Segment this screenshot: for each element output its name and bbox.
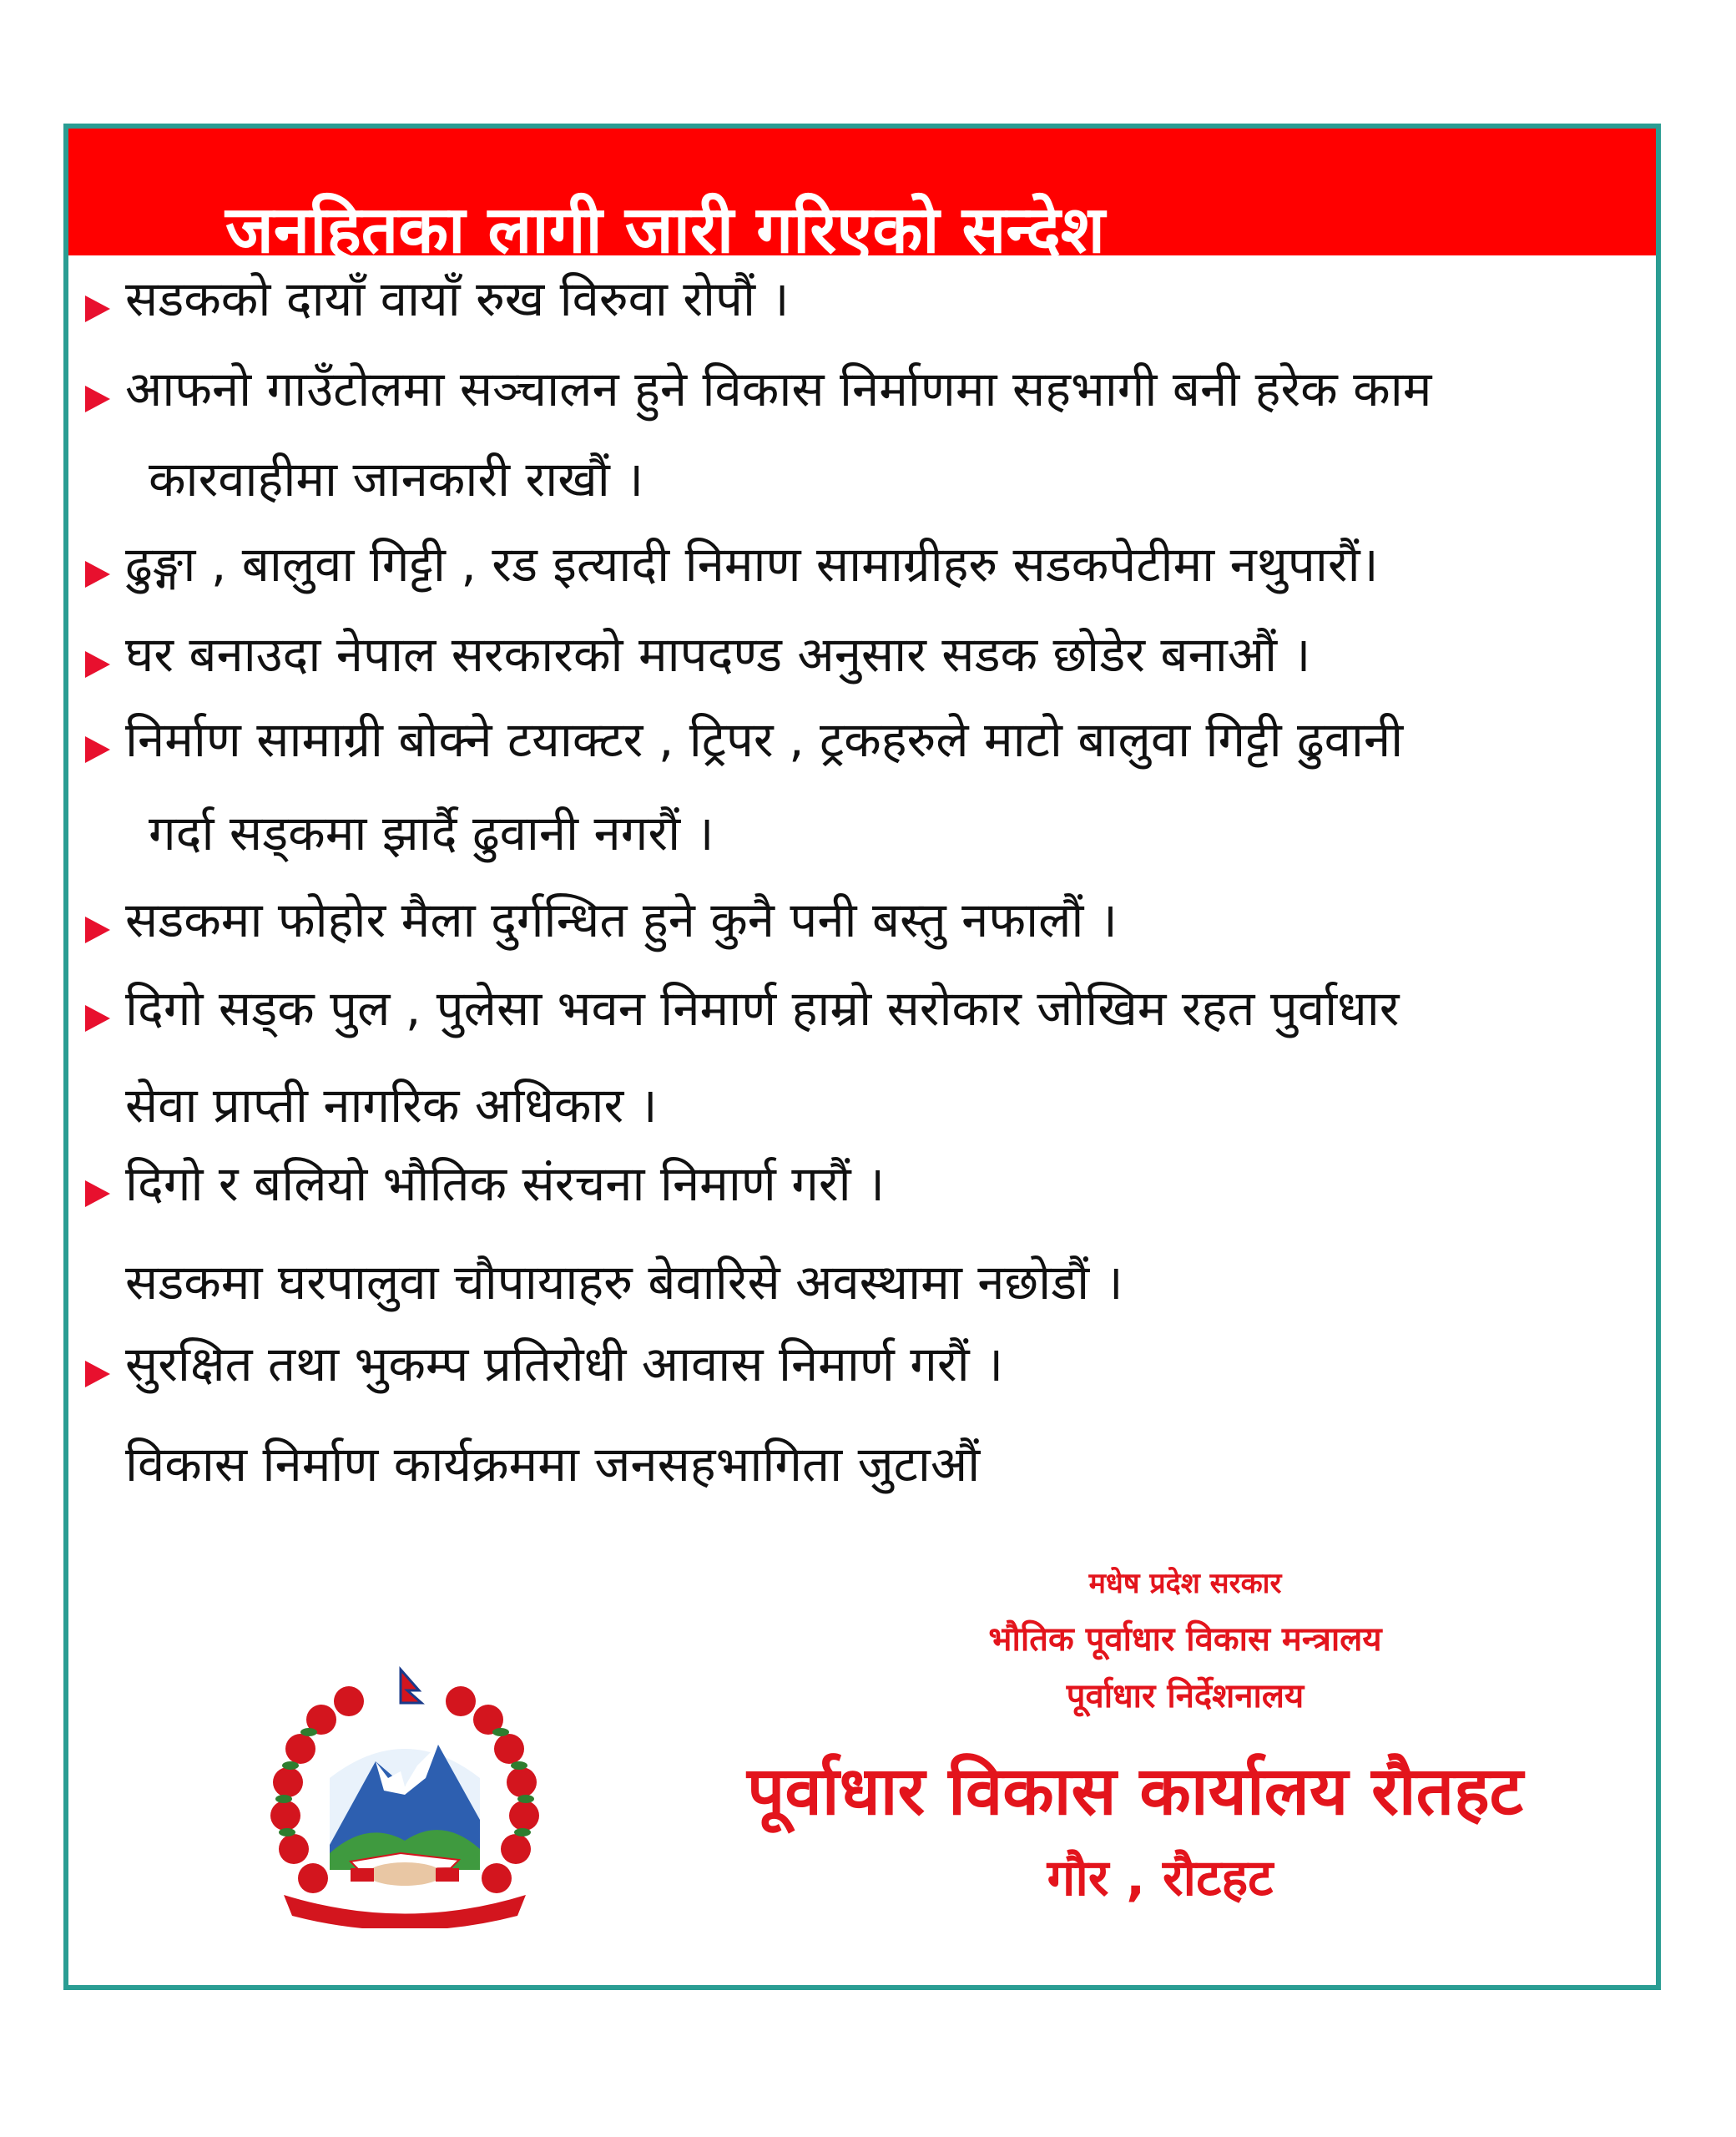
directorate-name: पूर्वाधार निर्देशनालय bbox=[1066, 1677, 1305, 1715]
office-name: पूर्वाधार विकास कार्यालय रौतहट bbox=[746, 1752, 1524, 1830]
bullet-icon bbox=[85, 1005, 110, 1032]
message-line: घर बनाउदा नेपाल सरकारको मापदण्ड अनुसार सडक छोडेर बनाऔं । bbox=[125, 626, 1311, 683]
government-name: मधेष प्रदेश सरकार bbox=[1088, 1567, 1282, 1600]
message-line: सेवा प्राप्ती नागरिक अधिकार । bbox=[125, 1077, 658, 1134]
message-line: ढुङ्गा , बालुवा गिट्टी , रड इत्यादी निमाण सामाग्रीहरु सडकपेटीमा नथुपारौं। bbox=[125, 536, 1379, 593]
message-line: विकास निर्माण कार्यक्रममा जनसहभागिता जुटाऔं bbox=[125, 1436, 981, 1493]
message-line: आफनो गाउँटोलमा सञ्चालन हुने विकास निर्माणमा सहभागी बनी हरेक काम bbox=[125, 361, 1432, 417]
bullet-icon bbox=[85, 651, 110, 678]
message-line: सडकमा घरपालुवा चौपायाहरु बेवारिसे अवस्थामा नछोडौं । bbox=[125, 1254, 1123, 1311]
message-line: सडकमा फोहोर मैला दुर्गन्धित हुने कुनै पनी बस्तु नफालौं । bbox=[125, 892, 1118, 948]
bullet-icon bbox=[85, 917, 110, 943]
page-title: जनहितका लागी जारी गरिएको सन्देश bbox=[225, 193, 1105, 268]
bullet-icon bbox=[85, 296, 110, 322]
message-line: दिगो र बलियो भौतिक संरचना निमार्ण गरौं । bbox=[125, 1155, 886, 1212]
message-line: दिगो सड्क पुल , पुलेसा भवन निमार्ण हाम्रो सरोकार जोखिम रहत पुर्वाधार bbox=[125, 980, 1400, 1037]
ministry-name: भौतिक पूर्वाधार विकास मन्त्रालय bbox=[988, 1620, 1382, 1659]
message-line: गर्दा सड्कमा झार्दै ढुवानी नगरौं । bbox=[149, 805, 714, 861]
bullet-icon bbox=[85, 1180, 110, 1207]
message-line: सुरक्षित तथा भुकम्प प्रतिरोधी आवास निमार्ण गरौं । bbox=[125, 1336, 1004, 1392]
bullet-icon bbox=[85, 1361, 110, 1387]
bullet-icon bbox=[85, 386, 110, 412]
message-line: निर्माण सामाग्री बोक्ने टयाक्टर , ट्रिपर , ट्रकहरुले माटो बालुवा गिट्टी ढुवानी bbox=[125, 711, 1404, 768]
bullet-icon bbox=[85, 561, 110, 588]
nepal-emblem-icon bbox=[250, 1653, 559, 1928]
message-line: सडकको दायाँ वायाँ रुख विरुवा रोपौं । bbox=[125, 270, 790, 327]
bullet-icon bbox=[85, 736, 110, 763]
message-line: कारवाहीमा जानकारी राखौं । bbox=[149, 451, 644, 508]
office-address: गौर , रौटहट bbox=[1047, 1849, 1274, 1907]
